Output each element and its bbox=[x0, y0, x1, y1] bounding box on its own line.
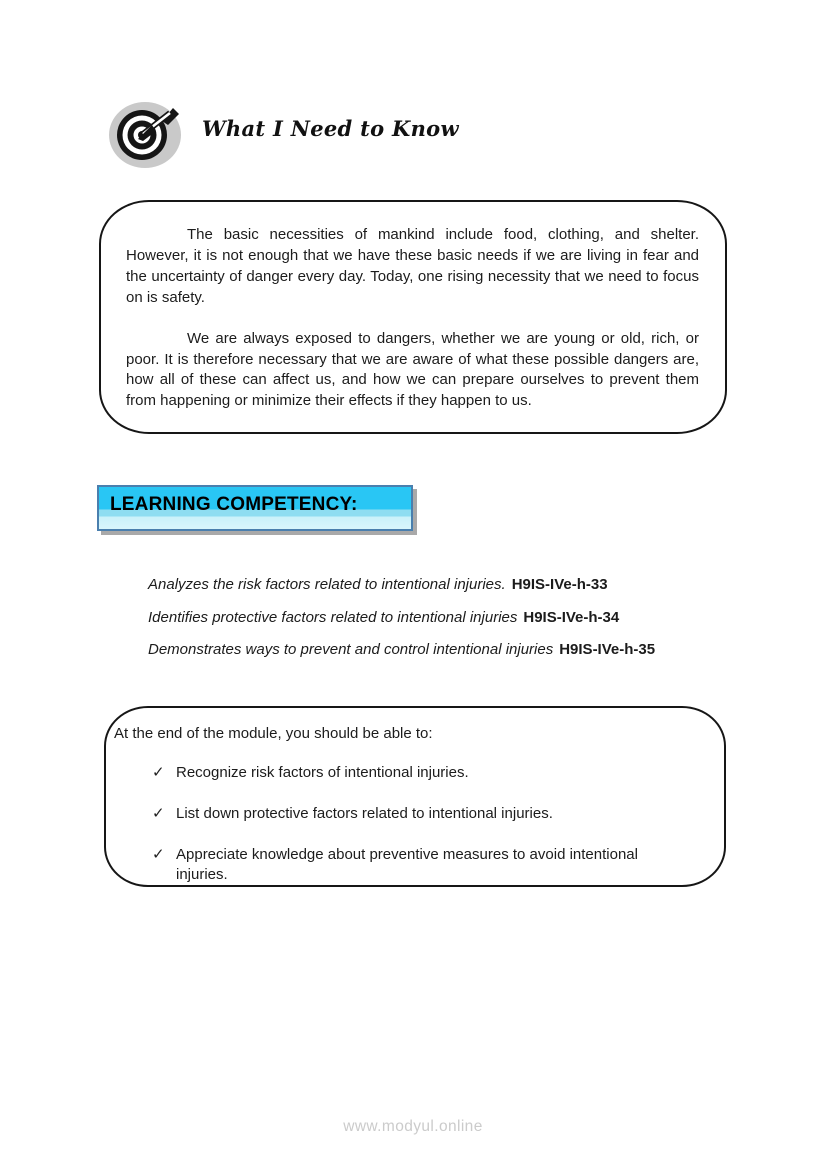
competency-code: H9IS-IVe-h-35 bbox=[559, 641, 656, 658]
intro-paragraph-1: The basic necessities of mankind include food, clothing, and shelter. However, it is not enough that we have these basic needs if we are living in fear and the uncertainty of danger every day. Today, one rising necessity that we need to focus on is safety. bbox=[126, 226, 699, 306]
competency-item bbox=[148, 641, 758, 658]
objectives-box bbox=[104, 706, 726, 887]
competency-code: H9IS-IVe-h-33 bbox=[511, 576, 608, 593]
intro-paragraph-2: We are always exposed to dangers, whether we are young or old, rich, or poor. It is therefore necessary that we are aware of what these possible dangers are, how all of these can affect us, and how we can prepare ourselves to prevent them from happening or minimize their effects if they happen to us. bbox=[126, 329, 699, 410]
target-icon bbox=[107, 99, 183, 169]
learning-competency-banner bbox=[97, 485, 413, 531]
checkmark-icon: ✓ bbox=[152, 764, 165, 781]
objective-text: Recognize risk factors of intentional injuries. bbox=[176, 764, 469, 781]
footer-watermark: www.modyul.online bbox=[343, 1118, 483, 1135]
competency-text: Analyzes the risk factors related to intentional injuries. bbox=[148, 576, 506, 593]
list-item bbox=[114, 763, 686, 783]
checkmark-icon: ✓ bbox=[152, 846, 165, 863]
page-title: What I Need to Know bbox=[202, 116, 459, 141]
competency-code: H9IS-IVe-h-34 bbox=[523, 608, 620, 626]
objective-text: List down protective factors related to intentional injuries. bbox=[176, 805, 553, 822]
list-item bbox=[114, 804, 686, 824]
competency-list bbox=[148, 576, 758, 674]
intro-box bbox=[99, 200, 727, 434]
learning-competency-label: LEARNING COMPETENCY: bbox=[110, 494, 358, 515]
objectives-heading: At the end of the module, you should be able to: bbox=[114, 725, 433, 742]
checkmark-icon: ✓ bbox=[152, 805, 165, 822]
list-item bbox=[114, 845, 686, 885]
objective-text: Appreciate knowledge about preventive measures to avoid intentional injuries. bbox=[176, 846, 638, 883]
competency-item bbox=[148, 576, 758, 593]
competency-text: Identifies protective factors related to intentional injuries bbox=[148, 608, 518, 626]
competency-text: Demonstrates ways to prevent and control intentional injuries bbox=[148, 641, 554, 658]
competency-item bbox=[148, 609, 758, 626]
